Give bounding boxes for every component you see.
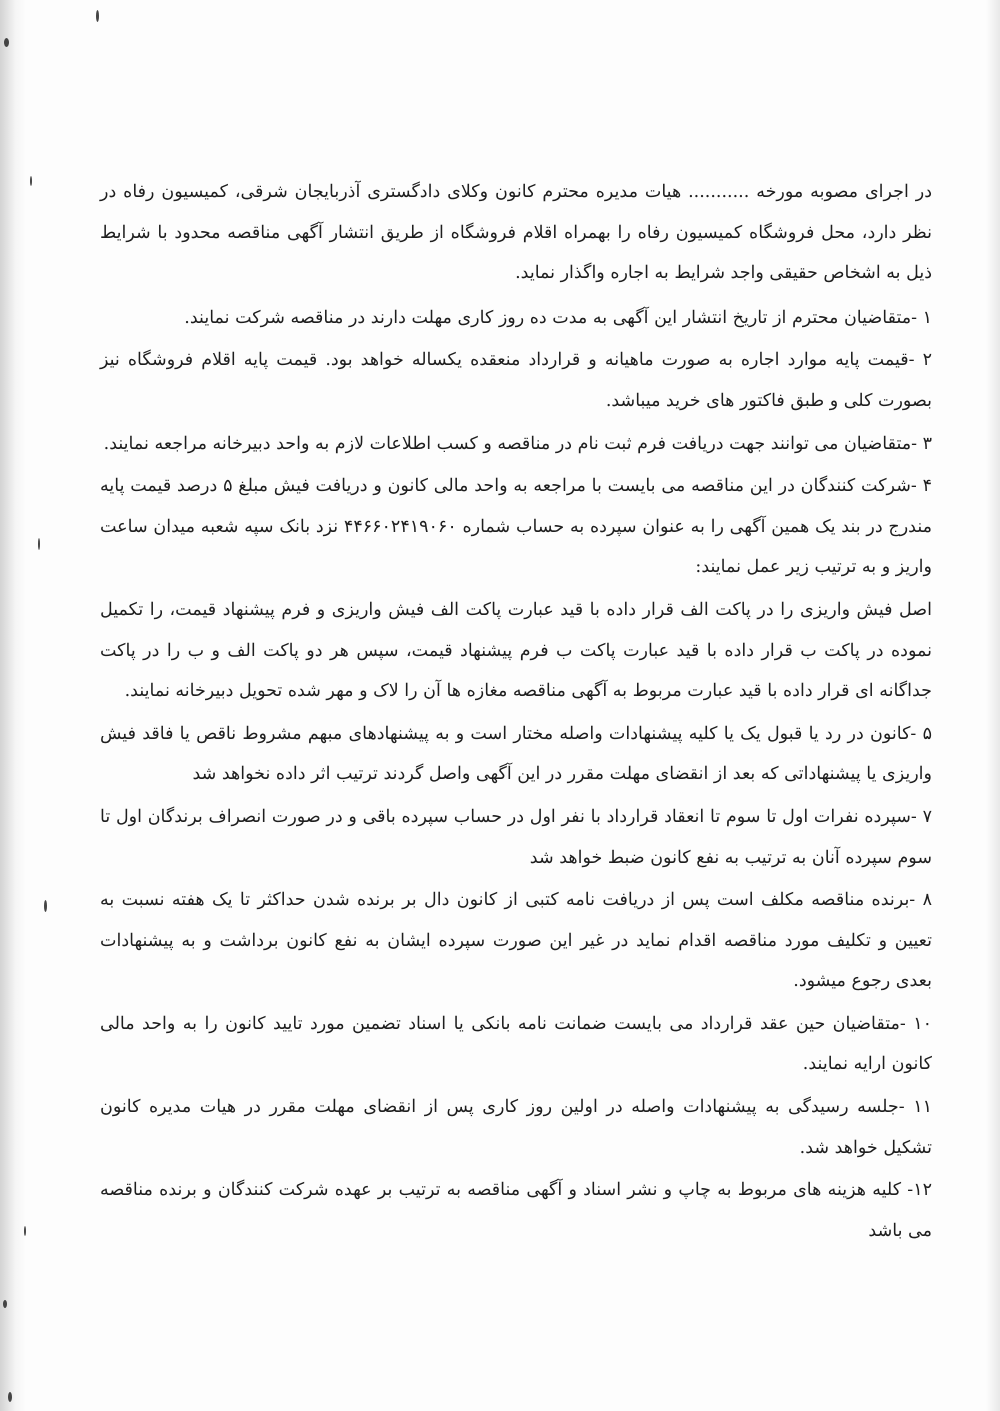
scan-speck — [4, 38, 9, 47]
notice-body — [100, 172, 932, 1251]
clause-12: ۱۲- کلیه هزینه های مربوط به چاپ و نشر اسناد و آگهی مناقصه به ترتیب بر عهده شرکت کنندگان و برنده مناقصه می باشد — [100, 1180, 932, 1241]
clause-7: ۷ -سپرده نفرات اول تا سوم تا انعقاد قرارداد با نفر اول در حساب سپرده باقی و در صورت انصراف برندگان اول تا سوم سپرده آنان به ترتیب به نفع کانون ضبط خواهد شد — [100, 806, 932, 868]
clause-4-detail: اصل فیش واریزی را در پاکت الف قرار داده با قید عبارت پاکت الف فیش واریزی و فرم پیشنهاد قیمت، را تکمیل نموده در پاکت ب قرار داده با قید عبارت پاکت ب فرم پیشنهاد قیمت، سپس هر دو پاکت الف و ب را در پاکت جداگانه ای قرار داده با قید عبارت مربوط به آگهی مناقصه مغازه ها آن را لاک و مهر شده تحویل دبیرخانه نمایند. — [100, 599, 932, 702]
scan-speck — [24, 1226, 26, 1236]
scan-speck — [44, 900, 47, 912]
clause-8: ۸ -برنده مناقصه مکلف است پس از دریافت نامه کتبی از کانون دال بر برنده شدن حداکثر تا یک هفته نسبت به تعیین و تکلیف مورد مناقصه اقدام نماید در غیر این صورت سپرده ایشان به نفع کانون برداشت و به پیشنهادات بعدی رجوع میشود. — [100, 890, 932, 992]
clause-5: ۵ -کانون در رد یا قبول یک یا کلیه پیشنهادات واصله مختار است و به پیشنهادهای مبهم مشروط ناقص یا فاقد فیش واریزی یا پیشنهاداتی که بعد از انقضای مهلت مقرر در این آگهی واصل گردند ترتیب اثر داده نخواهد شد — [100, 723, 932, 785]
scan-edge-left — [0, 0, 26, 1411]
scan-edge-right — [986, 0, 1000, 1411]
scan-speck — [96, 10, 99, 22]
clause-3: ۳ -متقاضیان می توانند جهت دریافت فرم ثبت نام در مناقصه و کسب اطلاعات لازم به واحد دبیرخانه مراجعه نمایند. — [103, 433, 932, 454]
clause-2: ۲ -قیمت پایه موارد اجاره به صورت ماهیانه و قرارداد منعقده یکساله خواهد بود. قیمت پایه اقلام فروشگاه نیز بصورت کلی و طبق فاکتور های خرید میباشد. — [100, 350, 932, 411]
clause-4: ۴ -شرکت کنندگان در این مناقصه می بایست با مراجعه به واحد مالی کانون و دریافت فیش مبلغ ۵ درصد قیمت پایه مندرج در بند یک همین آگهی را به عنوان سپرده به حساب شماره ۴۴۶۶۰۲۴۱۹۰۶۰ نزد بانک سپه شعبه میدان ساعت واریز و به ترتیب زیر عمل نمایند: — [100, 476, 932, 578]
clause-11: ۱۱ -جلسه رسیدگی به پیشنهادات واصله در اولین روز کاری پس از انقضای مهلت مقرر در هیات مدیره کانون تشکیل خواهد شد. — [100, 1097, 932, 1158]
scan-speck — [30, 176, 32, 186]
clause-10: ۱۰ -متقاضیان حین عقد قرارداد می بایست ضمانت نامه بانکی یا اسناد تضمین مورد تایید کانون را به واحد مالی کانون ارایه نمایند. — [100, 1013, 932, 1075]
intro-paragraph: در اجرای مصوبه مورخه ........... هیات مدیره محترم کانون وکلای دادگستری آذربایجان شرقی، کمیسیون رفاه در نظر دارد، محل فروشگاه کمیسیون رفاه را بهمراه اقلام فروشگاه از طریق انتشار آگهی مناقصه محدود با شرایط ذیل به اشخاص حقیقی واجد شرایط به اجاره واگذار نماید. — [100, 182, 932, 284]
clause-1: ۱ -متقاضیان محترم از تاریخ انتشار این آگهی به مدت ده روز کاری مهلت دارند در مناقصه شرکت نمایند. — [184, 307, 932, 328]
scan-speck — [3, 1300, 7, 1308]
scan-speck — [8, 1392, 12, 1402]
scan-speck — [38, 538, 40, 550]
